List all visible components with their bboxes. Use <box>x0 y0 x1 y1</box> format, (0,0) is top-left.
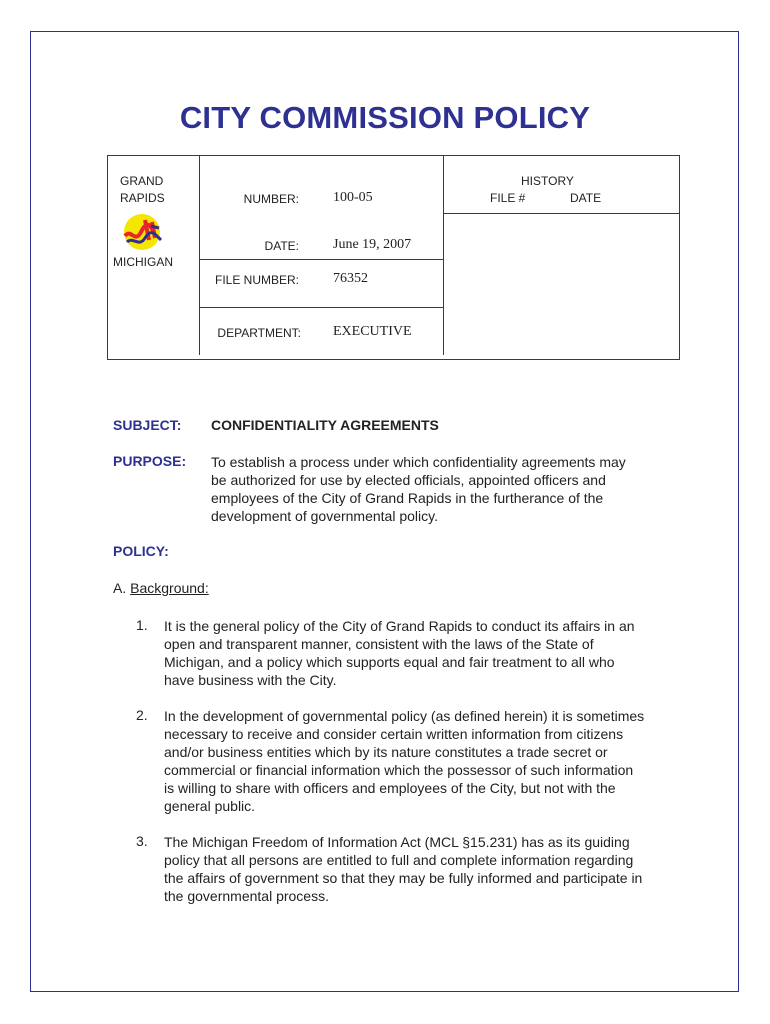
item-line: and/or business entities which by its nature constitutes a trade secret or <box>164 744 608 760</box>
item-line: have business with the City. <box>164 672 337 688</box>
item-number: 3. <box>136 833 148 849</box>
item-line: The Michigan Freedom of Information Act (MCL §15.231) has as its guiding <box>164 834 630 850</box>
item-line: is willing to share with officers and employees of the City, but not with the <box>164 780 616 796</box>
city-logo-icon <box>121 210 165 254</box>
purpose-line: be authorized for use by elected officials, appointed officers and <box>211 472 606 488</box>
subject-label: SUBJECT: <box>113 417 182 433</box>
history-date-label: DATE <box>570 191 602 205</box>
item-line: open and transparent manner, consistent with the laws of the State of <box>164 636 594 652</box>
header-rule-history <box>443 213 680 214</box>
purpose-line: To establish a process under which confidentiality agreements may <box>211 454 626 470</box>
document-title: CITY COMMISSION POLICY <box>179 100 591 135</box>
file-number-label: FILE NUMBER: <box>214 273 299 287</box>
header-rule-file <box>199 307 443 308</box>
purpose-line: development of governmental policy. <box>211 508 438 524</box>
number-value: 100-05 <box>333 190 373 205</box>
item-line: necessary to receive and consider certain written information from citizens <box>164 726 624 742</box>
subject-value: CONFIDENTIALITY AGREEMENTS <box>211 417 439 433</box>
policy-label: POLICY: <box>113 543 169 559</box>
item-line: Michigan, and a policy which supports equal and fair treatment to all who <box>164 654 615 670</box>
policy-item-1 <box>164 617 672 689</box>
item-line: commercial or financial information which the possessor of such information <box>164 762 634 778</box>
header-rule-date <box>199 259 443 260</box>
date-label: DATE: <box>264 239 299 253</box>
item-line: In the development of governmental policy (as defined herein) it is sometimes <box>164 708 645 724</box>
history-label: HISTORY <box>521 174 574 188</box>
item-line: the governmental process. <box>164 888 329 904</box>
department-label: DEPARTMENT: <box>217 326 301 340</box>
policy-item-3 <box>164 833 672 905</box>
state-name: MICHIGAN <box>113 255 173 269</box>
item-line: the affairs of government so that they may be fully informed and participate in <box>164 870 643 886</box>
item-number: 1. <box>136 617 148 633</box>
header-divider-left <box>199 155 200 355</box>
item-line: It is the general policy of the City of Grand Rapids to conduct its affairs in an <box>164 618 635 634</box>
city-name-line2: RAPIDS <box>120 191 165 205</box>
section-title: Background: <box>130 580 209 596</box>
date-value: June 19, 2007 <box>333 237 412 252</box>
purpose-label: PURPOSE: <box>113 453 187 469</box>
section-a-heading <box>113 580 209 596</box>
history-file-label: FILE # <box>490 191 526 205</box>
item-line: policy that all persons are entitled to full and complete information regarding <box>164 852 634 868</box>
item-number: 2. <box>136 707 148 723</box>
file-number-value: 76352 <box>333 271 368 286</box>
city-name-line1: GRAND <box>120 174 164 188</box>
item-line: general public. <box>164 798 256 814</box>
policy-item-2 <box>164 707 672 815</box>
purpose-text <box>211 453 672 525</box>
purpose-line: employees of the City of Grand Rapids in the furtherance of the <box>211 490 604 506</box>
department-value: EXECUTIVE <box>333 324 412 339</box>
number-label: NUMBER: <box>243 192 299 206</box>
section-letter: A. <box>113 580 127 596</box>
header-divider-right <box>443 155 444 355</box>
